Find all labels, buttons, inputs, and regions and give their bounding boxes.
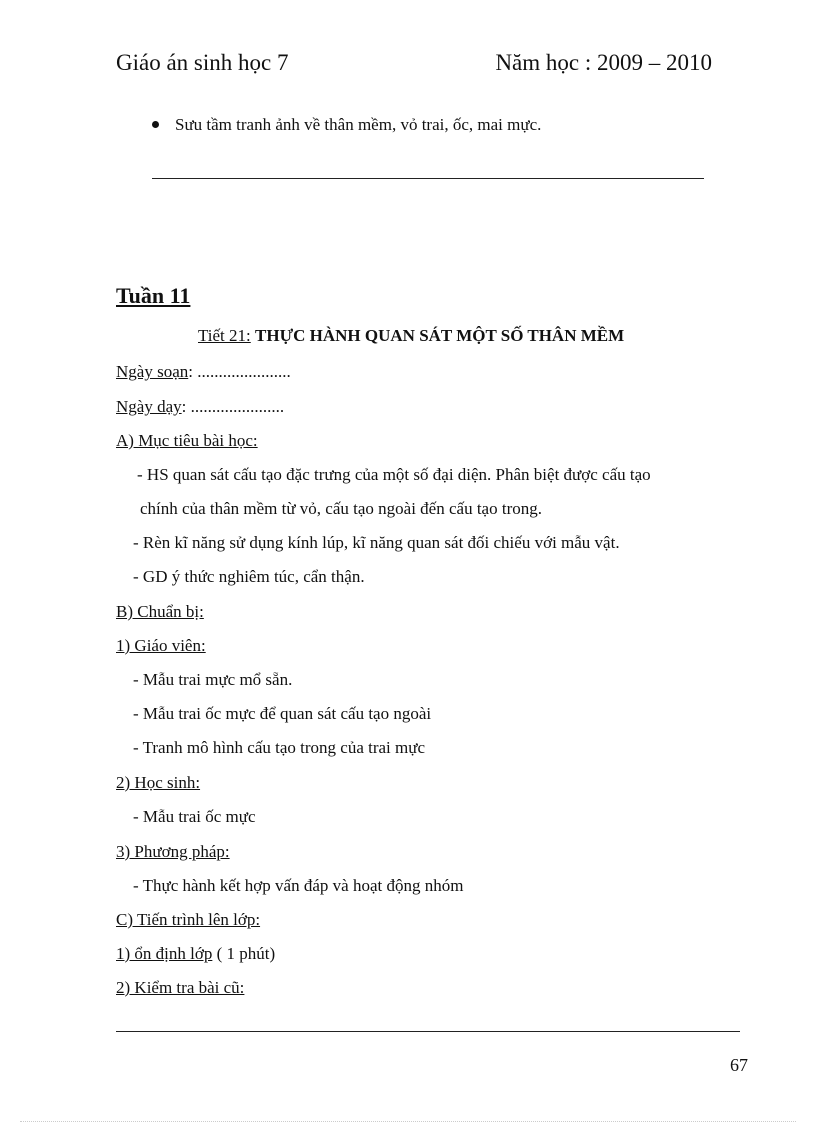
teach-date-line: [116, 397, 284, 417]
step-1-line: [116, 944, 275, 964]
lesson-number: Tiết 21:: [198, 326, 251, 345]
header-subject: Giáo án sinh học 7: [116, 50, 289, 75]
objective-line: - GD ý thức nghiêm túc, cẩn thận.: [133, 567, 365, 586]
prep-date-value: : ......................: [188, 362, 291, 381]
header-school-year: Năm học : 2009 – 2010: [495, 50, 712, 75]
bullet-icon: [152, 121, 159, 128]
prep-date-line: [116, 362, 291, 382]
teacher-item: - Tranh mô hình cấu tạo trong của trai mực: [133, 738, 426, 757]
section-a-heading: A) Mục tiêu bài học:: [116, 431, 258, 450]
previous-lesson-bullet: [152, 115, 541, 135]
section-b-heading: B) Chuẩn bị:: [116, 602, 204, 621]
step-2-heading: 2) Kiểm tra bài cũ:: [116, 978, 245, 997]
objective-line: - Rèn kĩ năng sử dụng kính lúp, kĩ năng quan sát đối chiếu với mẫu vật.: [133, 533, 620, 552]
page-number: 67: [730, 1055, 748, 1075]
objective-line: - HS quan sát cấu tạo đặc trưng của một số đại diện. Phân biệt được cấu tạo: [137, 465, 651, 484]
prep-date-label: Ngày soạn: [116, 362, 189, 381]
page-edge-dotted-line: [20, 1121, 796, 1122]
method-heading: 3) Phương pháp:: [116, 842, 230, 861]
student-heading: 2) Học sinh:: [116, 773, 201, 792]
page-header: [116, 50, 712, 86]
teach-date-label: Ngày dạy: [116, 397, 182, 416]
teacher-item: - Mẫu trai ốc mực để quan sát cấu tạo ngoài: [133, 704, 432, 723]
step-1-label: 1) ổn định lớp: [116, 944, 213, 963]
section-divider: [152, 178, 704, 179]
lesson-title: [198, 326, 624, 346]
week-heading: Tuần 11: [116, 283, 191, 308]
teacher-heading: 1) Giáo viên:: [116, 636, 206, 655]
teach-date-value: : ......................: [181, 397, 285, 416]
objective-line: chính của thân mềm từ vỏ, cấu tạo ngoài đến cấu tạo trong.: [140, 499, 542, 518]
student-item: - Mẫu trai ốc mực: [133, 807, 256, 826]
footer-divider: [116, 1031, 740, 1032]
lesson-name: THỰC HÀNH QUAN SÁT MỘT SỐ THÂN MỀM: [255, 326, 625, 345]
teacher-item: - Mẫu trai mực mổ sẵn.: [133, 670, 293, 689]
step-1-note: ( 1 phút): [212, 944, 276, 963]
bullet-text: Sưu tầm tranh ảnh về thân mềm, vỏ trai, ốc, mai mực.: [175, 115, 542, 134]
section-c-heading: C) Tiến trình lên lớp:: [116, 910, 261, 929]
method-item: - Thực hành kết hợp vấn đáp và hoạt động nhóm: [133, 876, 464, 895]
